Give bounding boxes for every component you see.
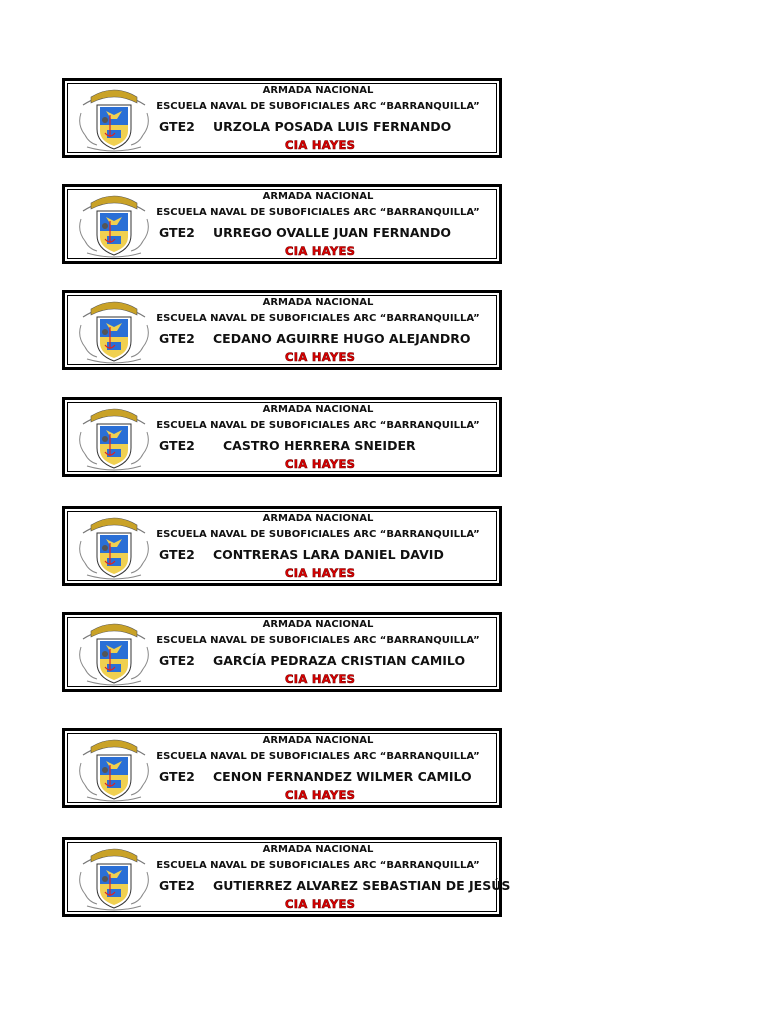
school-name: ESCUELA NAVAL DE SUBOFICIALES ARC “BARRANQUILLA” [156, 860, 480, 871]
label-1 [62, 78, 502, 158]
org-name: ARMADA NACIONAL [262, 619, 374, 630]
school-name: ESCUELA NAVAL DE SUBOFICIALES ARC “BARRANQUILLA” [156, 751, 480, 762]
org-name: ARMADA NACIONAL [262, 513, 374, 524]
school-name: ESCUELA NAVAL DE SUBOFICIALES ARC “BARRANQUILLA” [156, 529, 480, 540]
label-5 [62, 506, 502, 586]
org-name: ARMADA NACIONAL [262, 735, 374, 746]
company-name: CIA HAYES [285, 457, 356, 471]
unit-code: GTE2 [159, 225, 195, 240]
school-name: ESCUELA NAVAL DE SUBOFICIALES ARC “BARRANQUILLA” [156, 635, 480, 646]
student-name: URREGO OVALLE JUAN FERNANDO [213, 225, 451, 240]
unit-code: GTE2 [159, 119, 195, 134]
org-name: ARMADA NACIONAL [262, 404, 374, 415]
label-7 [62, 728, 502, 808]
naval-school-crest-icon [77, 85, 151, 153]
org-name: ARMADA NACIONAL [262, 844, 374, 855]
student-name: URZOLA POSADA LUIS FERNANDO [213, 119, 452, 134]
naval-school-crest-icon [77, 735, 151, 803]
student-name: CEDANO AGUIRRE HUGO ALEJANDRO [213, 331, 471, 346]
company-name: CIA HAYES [285, 350, 356, 364]
naval-school-crest-icon [77, 513, 151, 581]
company-name: CIA HAYES [285, 672, 356, 686]
org-name: ARMADA NACIONAL [262, 297, 374, 308]
naval-school-crest-icon [77, 191, 151, 259]
org-name: ARMADA NACIONAL [262, 191, 374, 202]
unit-code: GTE2 [159, 438, 195, 453]
unit-code: GTE2 [159, 878, 195, 893]
student-name: GARCÍA PEDRAZA CRISTIAN CAMILO [213, 653, 466, 668]
student-name: CASTRO HERRERA SNEIDER [223, 438, 416, 453]
unit-code: GTE2 [159, 547, 195, 562]
school-name: ESCUELA NAVAL DE SUBOFICIALES ARC “BARRANQUILLA” [156, 101, 480, 112]
naval-school-crest-icon [77, 844, 151, 912]
label-8 [62, 837, 511, 917]
label-4 [62, 397, 502, 477]
naval-school-crest-icon [77, 619, 151, 687]
company-name: CIA HAYES [285, 244, 356, 258]
naval-school-crest-icon [77, 297, 151, 365]
company-name: CIA HAYES [285, 897, 356, 911]
label-2 [62, 184, 502, 264]
label-3 [62, 290, 502, 370]
school-name: ESCUELA NAVAL DE SUBOFICIALES ARC “BARRANQUILLA” [156, 207, 480, 218]
company-name: CIA HAYES [285, 138, 356, 152]
student-name: CENON FERNANDEZ WILMER CAMILO [213, 769, 472, 784]
naval-school-crest-icon [77, 404, 151, 472]
org-name: ARMADA NACIONAL [262, 85, 374, 96]
company-name: CIA HAYES [285, 788, 356, 802]
student-name: GUTIERREZ ALVAREZ SEBASTIAN DE JESÚS [213, 878, 511, 893]
unit-code: GTE2 [159, 769, 195, 784]
school-name: ESCUELA NAVAL DE SUBOFICIALES ARC “BARRANQUILLA” [156, 420, 480, 431]
student-name: CONTRERAS LARA DANIEL DAVID [213, 547, 444, 562]
company-name: CIA HAYES [285, 566, 356, 580]
unit-code: GTE2 [159, 331, 195, 346]
label-6 [62, 612, 502, 692]
school-name: ESCUELA NAVAL DE SUBOFICIALES ARC “BARRANQUILLA” [156, 313, 480, 324]
unit-code: GTE2 [159, 653, 195, 668]
